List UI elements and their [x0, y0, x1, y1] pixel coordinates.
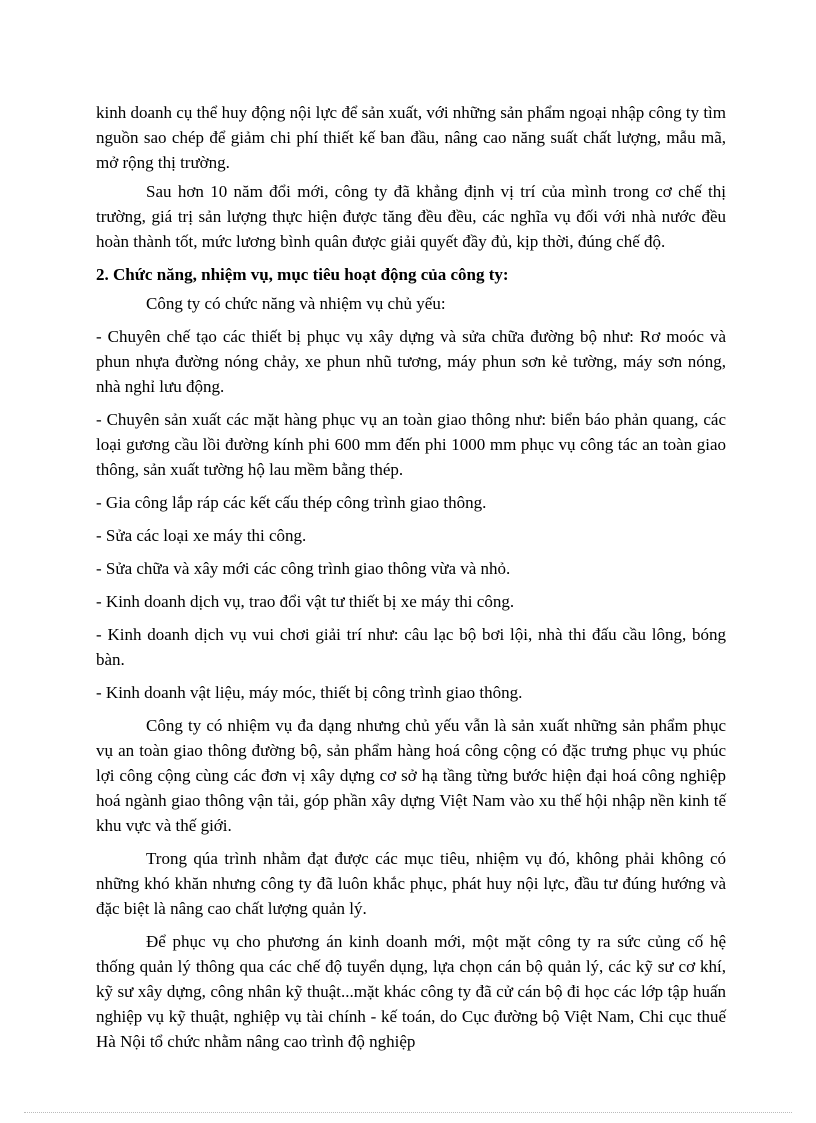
- list-item: - Chuyên sản xuất các mặt hàng phục vụ an toàn giao thông như: biển báo phản quang, các loại gương cầu lồi đường kính phi 600 mm đến phi 1000 mm phục vụ công tác an toàn giao thông, sản xuất tường hộ lau mềm bằng thép.: [96, 410, 726, 479]
- list-item: - Kinh doanh dịch vụ, trao đổi vật tư thiết bị xe máy thi công.: [96, 592, 515, 611]
- list-item: - Kinh doanh vật liệu, máy móc, thiết bị công trình giao thông.: [96, 683, 523, 702]
- paragraph-business-plan: Để phục vụ cho phương án kinh doanh mới, một mặt công ty ra sức củng cố hệ thống quản lý thông qua các chế độ tuyển dụng, lựa chọn cán bộ quản lý, các kỹ sư cơ khí, kỹ sư xây dựng, công nhân kỹ thuật...mặt khác công ty đã cử cán bộ đi học các lớp tập huấn nghiệp vụ kỹ thuật, nghiệp vụ tài chính - kế toán, do Cục đường bộ Việt Nam, Chi cục thuế Hà Nội tổ chức nhằm nâng cao trình độ nghiệp: [96, 932, 726, 1051]
- paragraph-tasks: Công ty có nhiệm vụ đa dạng nhưng chủ yếu vẫn là sản xuất những sản phẩm phục vụ an toàn giao thông đường bộ, sản phẩm hàng hoá công cộng có đặc trưng phục vụ phúc lợi công cộng cùng các đơn vị xây dựng cơ sở hạ tầng từng bước hiện đại hoá công nghiệp hoá ngành giao thông vận tải, góp phần xây dựng Việt Nam vào xu thế hội nhập nền kinh tế khu vực và thế giới.: [96, 716, 726, 835]
- paragraph-goals: Trong qúa trình nhằm đạt được các mục tiêu, nhiệm vụ đó, không phải không có những khó khăn nhưng công ty đã luôn khắc phục, phát huy nội lực, đầu tư đúng hướng và đặc biệt là nâng cao chất lượng quản lý.: [96, 849, 726, 918]
- list-item: - Chuyên chế tạo các thiết bị phục vụ xây dựng và sửa chữa đường bộ như: Rơ moóc và phun nhựa đường nóng chảy, xe phun nhũ tương, máy phun sơn kẻ tường, máy sơn nóng, nhà nghỉ lưu động.: [96, 327, 726, 396]
- section-heading: 2. Chức năng, nhiệm vụ, mục tiêu hoạt động của công ty:: [96, 265, 509, 284]
- document-page: [96, 100, 726, 1054]
- list-item: - Gia công lắp ráp các kết cấu thép công trình giao thông.: [96, 493, 487, 512]
- list-item: - Sửa chữa và xây mới các công trình giao thông vừa và nhỏ.: [96, 559, 511, 578]
- list-item: - Sửa các loại xe máy thi công.: [96, 526, 307, 545]
- paragraph-renovation: Sau hơn 10 năm đổi mới, công ty đã khẳng định vị trí của mình trong cơ chế thị trường, giá trị sản lượng thực hiện được tăng đều đều, các nghĩa vụ đối với nhà nước đều hoàn thành tốt, mức lương bình quân được giải quyết đầy đủ, kịp thời, đúng chế độ.: [96, 182, 726, 251]
- page-footer-rule: [24, 1112, 792, 1113]
- paragraph-continuation: kinh doanh cụ thể huy động nội lực để sản xuất, với những sản phẩm ngoại nhập công ty tìm nguồn sao chép để giảm chi phí thiết kế ban đầu, nâng cao năng suất chất lượng, mẫu mã, mở rộng thị trường.: [96, 103, 726, 172]
- paragraph-functions-intro: Công ty có chức năng và nhiệm vụ chủ yếu:: [146, 294, 446, 313]
- list-item: - Kinh doanh dịch vụ vui chơi giải trí như: câu lạc bộ bơi lội, nhà thi đấu cầu lông, bóng bàn.: [96, 625, 726, 669]
